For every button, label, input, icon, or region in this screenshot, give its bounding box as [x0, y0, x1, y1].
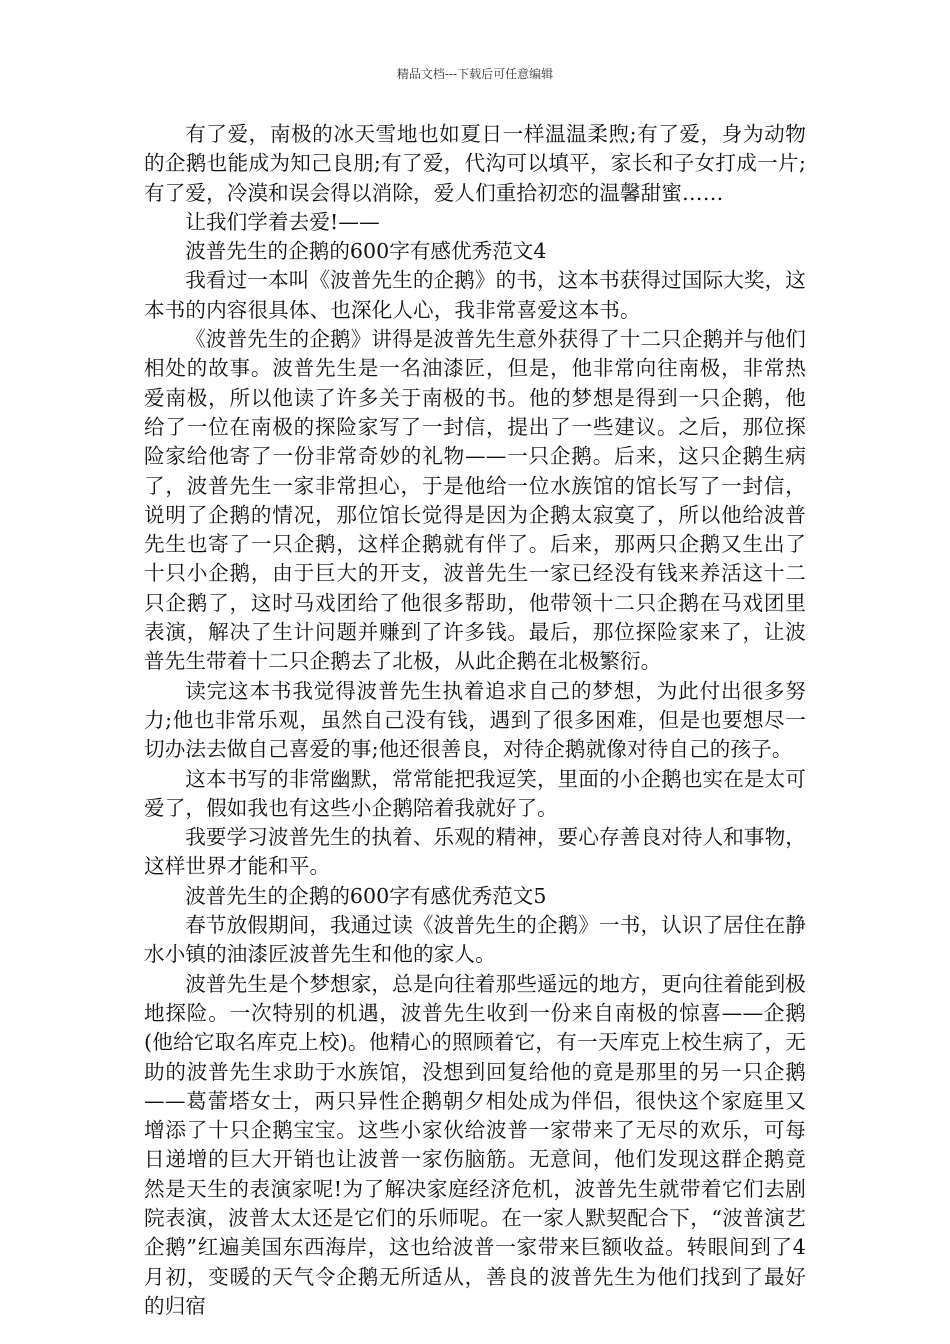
paragraph-essay5-story: 波普先生是个梦想家，总是向往着那些遥远的地方，更向往着能到极地探险。一次特别的机遇，波普先生收到一份来自南极的惊喜——企鹅(他给它取名库克上校)。他精心的照顾着它，有一天库克上校生病了，无助的波普先生求助于水族馆，没想到回复给他的竟是那里的另一只企鹅——葛蕾塔女士，两只异性企鹅朝夕相处成为伴侣，很快这个家庭里又增添了十只企鹅宝宝。这些小家伙给波普一家带来了无尽的欢乐，可每日递增的巨大开销也让波普一家伤脑筋。无意间，他们发现这群企鹅竟然是天生的表演家呢!为了解决家庭经济危机，波普先生就带着它们去剧院表演，波普太太还是它们的乐师呢。在一家人默契配合下，“波普演艺企鹅”红遍美国东西海岸，这也给波普一家带来巨额收益。转眼间到了4月初，变暖的天气令企鹅无所适从，善良的波普先生为他们找到了最好的归宿: [144, 971, 806, 1318]
paragraph-essay4-intro: 我看过一本叫《波普先生的企鹅》的书，这本书获得过国际大奖，这本书的内容很具体、也深化人心，我非常喜爱这本书。: [144, 268, 806, 322]
section-heading-essay-5: 波普先生的企鹅的600字有感优秀范文5: [185, 883, 547, 908]
paragraph-essay4-story: 《波普先生的企鹅》讲得是波普先生意外获得了十二只企鹅并与他们相处的故事。波普先生是一名油漆匠，但是，他非常向往南极，非常热爱南极，所以他读了许多关于南极的书。他的梦想是得到一只企鹅，他给了一位在南极的探险家写了一封信，提出了一些建议。之后，那位探险家给他寄了一份非常奇妙的礼物——一只企鹅。后来，这只企鹅生病了，波普先生一家非常担心，于是他给一位水族馆的馆长写了一封信，说明了企鹅的情况，那位馆长觉得是因为企鹅太寂寞了，所以他给波普先生也寄了一只企鹅，这样企鹅就有伴了。后来，那两只企鹅又生出了十只小企鹅，由于巨大的开支，波普先生一家已经没有钱来养活这十二只企鹅了，这时马戏团给了他很多帮助，他带领十二只企鹅在马戏团里表演，解决了生计问题并赚到了许多钱。最后，那位探险家来了，让波普先生带着十二只企鹅去了北极，从此企鹅在北极繁衍。: [144, 327, 806, 674]
paragraph-learn-to-love: 让我们学着去爱!——: [185, 209, 380, 234]
document-body: [144, 120, 806, 1321]
paragraph-essay4-conclusion: 我要学习波普先生的执着、乐观的精神，要心存善良对待人和事物，这样世界才能和平。: [144, 825, 806, 879]
page-header: 精品文档---下载后可任意编辑: [396, 67, 554, 81]
section-heading-essay-4: 波普先生的企鹅的600字有感优秀范文4: [185, 239, 547, 264]
paragraph-love-intro: 有了爱，南极的冰天雪地也如夏日一样温温柔煦;有了爱，身为动物的企鹅也能成为知己良朋;有了爱，代沟可以填平，家长和子女打成一片;有了爱，冷漠和误会得以消除，爱人们重拾初恋的温馨甜蜜……: [144, 122, 806, 205]
paragraph-essay4-humor: 这本书写的非常幽默，常常能把我逗笑，里面的小企鹅也实在是太可爱了，假如我也有这些小企鹅陪着我就好了。: [144, 766, 806, 820]
paragraph-essay5-intro: 春节放假期间，我通过读《波普先生的企鹅》一书，认识了居住在静水小镇的油漆匠波普先生和他的家人。: [144, 913, 806, 967]
paragraph-essay4-reflection: 读完这本书我觉得波普先生执着追求自己的梦想，为此付出很多努力;他也非常乐观，虽然自己没有钱，遇到了很多困难，但是也要想尽一切办法去做自己喜爱的事;他还很善良，对待企鹅就像对待自己的孩子。: [144, 678, 806, 762]
